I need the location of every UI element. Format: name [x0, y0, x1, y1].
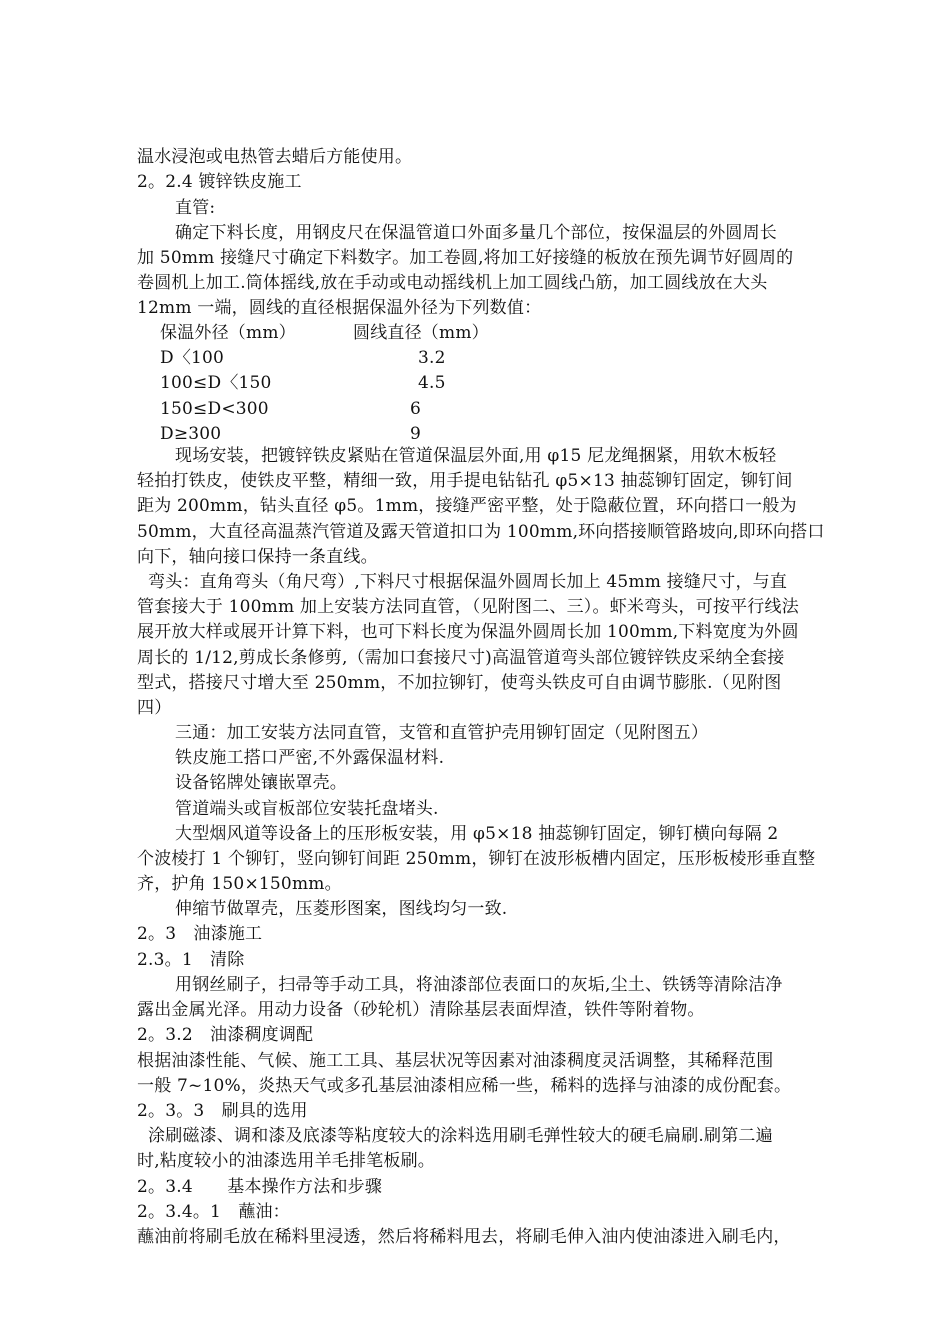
- text-line: 温水浸泡或电热管去蜡后方能使用。: [137, 147, 413, 167]
- text-line: 根据油漆性能、气候、施工工具、基层状况等因素对油漆稠度灵活调整，其稀释范围: [137, 1051, 774, 1071]
- text-line: 加 50mm 接缝尺寸确定下料数字。加工卷圆,将加工好接缝的板放在预先调节好圆周的: [137, 248, 794, 268]
- text-line: 伸缩节做罩壳，压菱形图案，图线均匀一致.: [175, 899, 508, 919]
- text-line: 齐，护角 150×150mm。: [137, 874, 342, 894]
- text-line: 2。3 油漆施工: [137, 924, 263, 944]
- text-line: 2。3.2 油漆稠度调配: [137, 1025, 314, 1045]
- text-line: 卷圆机上加工.筒体摇线,放在手动或电动摇线机上加工圆线凸筋，加工圆线放在大头: [137, 273, 768, 293]
- table-cell-diameter: 100≤D〈150: [160, 373, 272, 393]
- text-line: 12mm 一端，圆线的直径根据保温外径为下列数值：: [137, 298, 542, 318]
- text-line: 确定下料长度，用钢皮尺在保温管道口外面多量几个部位，按保温层的外圆周长: [175, 223, 777, 243]
- text-line: 管套接大于 100mm 加上安装方法同直管，（见附图二、三）。虾米弯头，可按平行线法: [137, 597, 799, 617]
- text-line: 大型烟风道等设备上的压形板安装，用 φ5×18 抽蕊铆钉固定，铆钉横向每隔 2: [175, 824, 779, 844]
- text-line: 轻拍打铁皮，使铁皮平整，精细一致，用手提电钻钻孔 φ5×13 抽蕊铆钉固定，铆钉间: [137, 471, 793, 491]
- text-line: 直管:: [175, 198, 216, 218]
- text-line: 2。3。3 刷具的选用: [137, 1101, 308, 1121]
- text-line: 50mm，大直径高温蒸汽管道及露天管道扣口为 100mm,环向搭接顺管路坡向,即环向搭口: [137, 522, 825, 542]
- text-line: 铁皮施工搭口严密,不外露保温材料.: [175, 748, 445, 768]
- text-line: 型式，搭接尺寸增大至 250mm，不加拉铆钉，使弯头铁皮可自由调节膨胀.（见附图: [137, 673, 782, 693]
- table-header-cell: 圆线直径（mm）: [353, 323, 489, 343]
- table-cell-line-diameter: 4.5: [418, 373, 446, 393]
- text-line: 2。3.4 基本操作方法和步骤: [137, 1177, 383, 1197]
- text-line: 现场安装，把镀锌铁皮紧贴在管道保温层外面,用 φ15 尼龙绳捆紧，用软木板轻: [175, 446, 777, 466]
- text-line: 个波棱打 1 个铆钉，竖向铆钉间距 250mm，铆钉在波形板槽内固定，压形板棱形垂直整: [137, 849, 816, 869]
- text-line: 2.3。1 清除: [137, 950, 245, 970]
- text-line: 露出金属光泽。用动力设备（砂轮机）清除基层表面焊渣，铁件等附着物。: [137, 1000, 705, 1020]
- text-line: 三通：加工安装方法同直管，支管和直管护壳用铆钉固定（见附图五）: [175, 723, 709, 743]
- table-cell-diameter: D≥300: [160, 424, 222, 444]
- text-line: 距为 200mm，钻头直径 φ5。1mm，接缝严密平整，处于隐蔽位置，环向搭口一般为: [137, 496, 797, 516]
- table-cell-line-diameter: 3.2: [418, 348, 446, 368]
- text-line: 管道端头或盲板部位安装托盘堵头.: [175, 799, 439, 819]
- text-line: 设备铭牌处镶嵌罩壳。: [175, 773, 347, 793]
- text-line: 四）: [137, 698, 172, 718]
- table-cell-diameter: D〈100: [160, 348, 225, 368]
- text-line: 弯头：直角弯头（角尺弯）,下料尺寸根据保温外圆周长加上 45mm 接缝尺寸，与直: [148, 572, 788, 592]
- text-line: 蘸油前将刷毛放在稀料里浸透，然后将稀料甩去，将刷毛伸入油内使油漆进入刷毛内，: [137, 1227, 791, 1247]
- text-line: 展开放大样或展开计算下料，也可下料长度为保温外圆周长加 100mm,下料宽度为外圆: [137, 622, 799, 642]
- text-line: 周长的 1/12,剪成长条修剪,（需加口套接尺寸)高温管道弯头部位镀锌铁皮采纳全套接: [137, 648, 785, 668]
- table-header-cell: 保温外径（mm）: [160, 323, 296, 343]
- table-cell-line-diameter: 6: [410, 399, 422, 419]
- text-line: 向下，轴向接口保持一条直线。: [137, 547, 378, 567]
- text-line: 2。3.4。1 蘸油：: [137, 1202, 290, 1222]
- table-cell-diameter: 150≤D<300: [160, 399, 269, 419]
- text-line: 2。2.4 镀锌铁皮施工: [137, 172, 302, 192]
- text-line: 用钢丝刷子，扫帚等手动工具，将油漆部位表面口的灰垢,尘土、铁锈等清除洁净: [175, 975, 783, 995]
- table-cell-line-diameter: 9: [410, 424, 422, 444]
- text-line: 一般 7~10%，炎热天气或多孔基层油漆相应稀一些，稀料的选择与油漆的成份配套。: [137, 1076, 792, 1096]
- text-line: 时,粘度较小的油漆选用羊毛排笔板刷。: [137, 1151, 436, 1171]
- text-line: 涂刷磁漆、调和漆及底漆等粘度较大的涂料选用刷毛弹性较大的硬毛扁刷.刷第二遍: [148, 1126, 773, 1146]
